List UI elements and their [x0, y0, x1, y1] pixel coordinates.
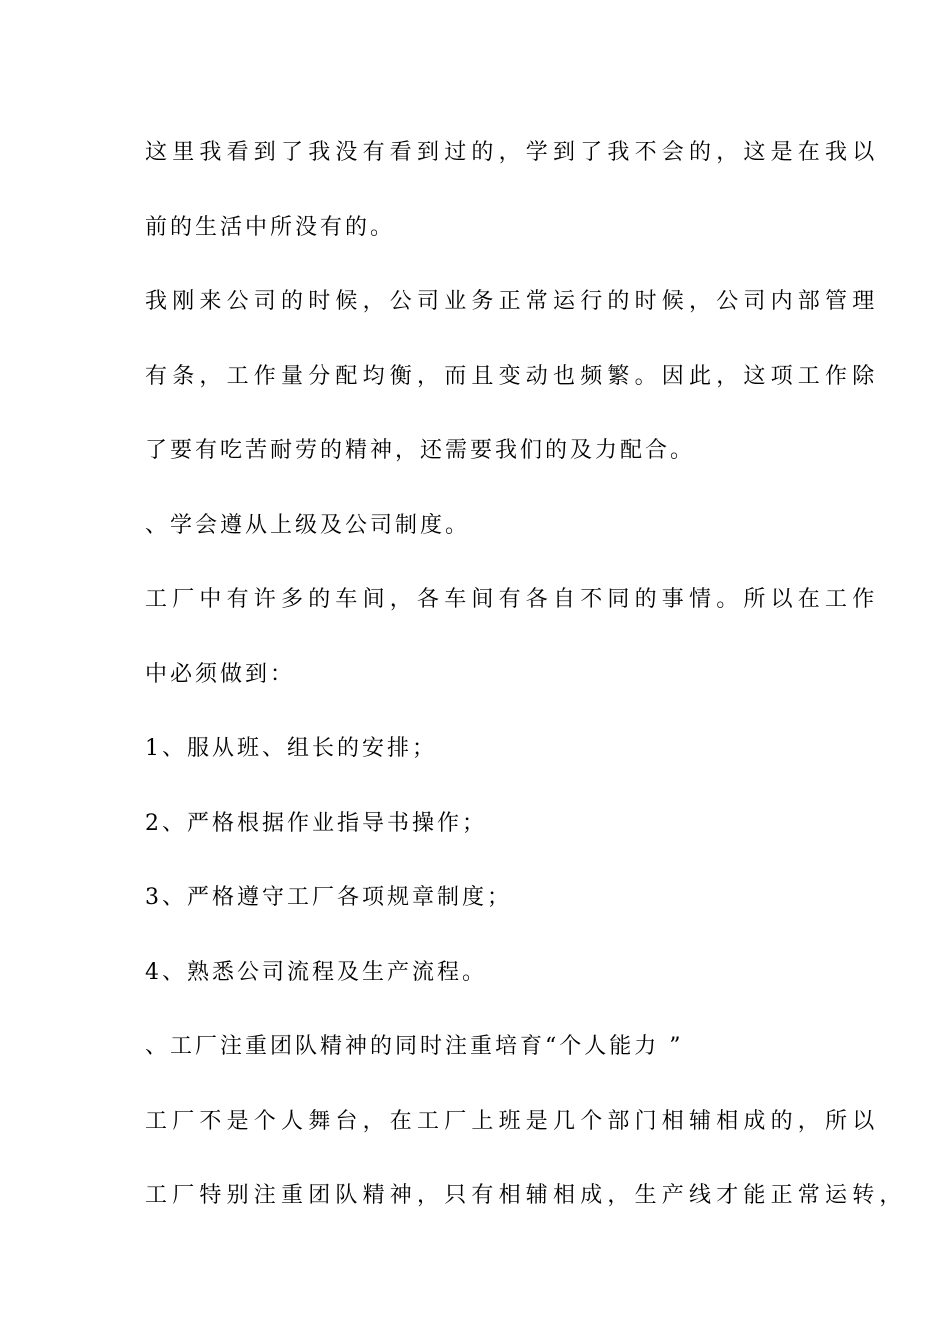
section-heading: 、学会遵从上级及公司制度。 — [145, 513, 471, 538]
paragraph-line: 这里我看到了我没有看到过的，学到了我不会的，这是在我以 — [145, 140, 880, 165]
list-item: 1、服从班、组长的安排； — [145, 736, 437, 761]
section-heading: 、工厂注重团队精神的同时注重培育“个人能力 ” — [145, 1034, 684, 1059]
list-item: 3、严格遵守工厂各项规章制度； — [145, 885, 512, 910]
paragraph-line: 了要有吃苦耐劳的精神，还需要我们的及力配合。 — [145, 438, 696, 463]
paragraph-line: 我刚来公司的时候，公司业务正常运行的时候，公司内部管理 — [145, 289, 880, 314]
paragraph-line: 有条，工作量分配均衡，而且变动也频繁。因此，这项工作除 — [145, 364, 880, 389]
paragraph-line: 中必须做到： — [145, 662, 296, 687]
paragraph-line: 前的生活中所没有的。 — [145, 215, 396, 240]
list-item: 2、严格根据作业指导书操作； — [145, 811, 487, 836]
paragraph-line: 工厂特别注重团队精神，只有相辅相成，生产线才能正常运转， — [145, 1183, 907, 1208]
paragraph-line: 工厂不是个人舞台，在工厂上班是几个部门相辅相成的，所以 — [145, 1109, 880, 1134]
paragraph-line: 工厂中有许多的车间，各车间有各自不同的事情。所以在工作 — [145, 587, 880, 612]
list-item: 4、熟悉公司流程及生产流程。 — [145, 960, 487, 985]
